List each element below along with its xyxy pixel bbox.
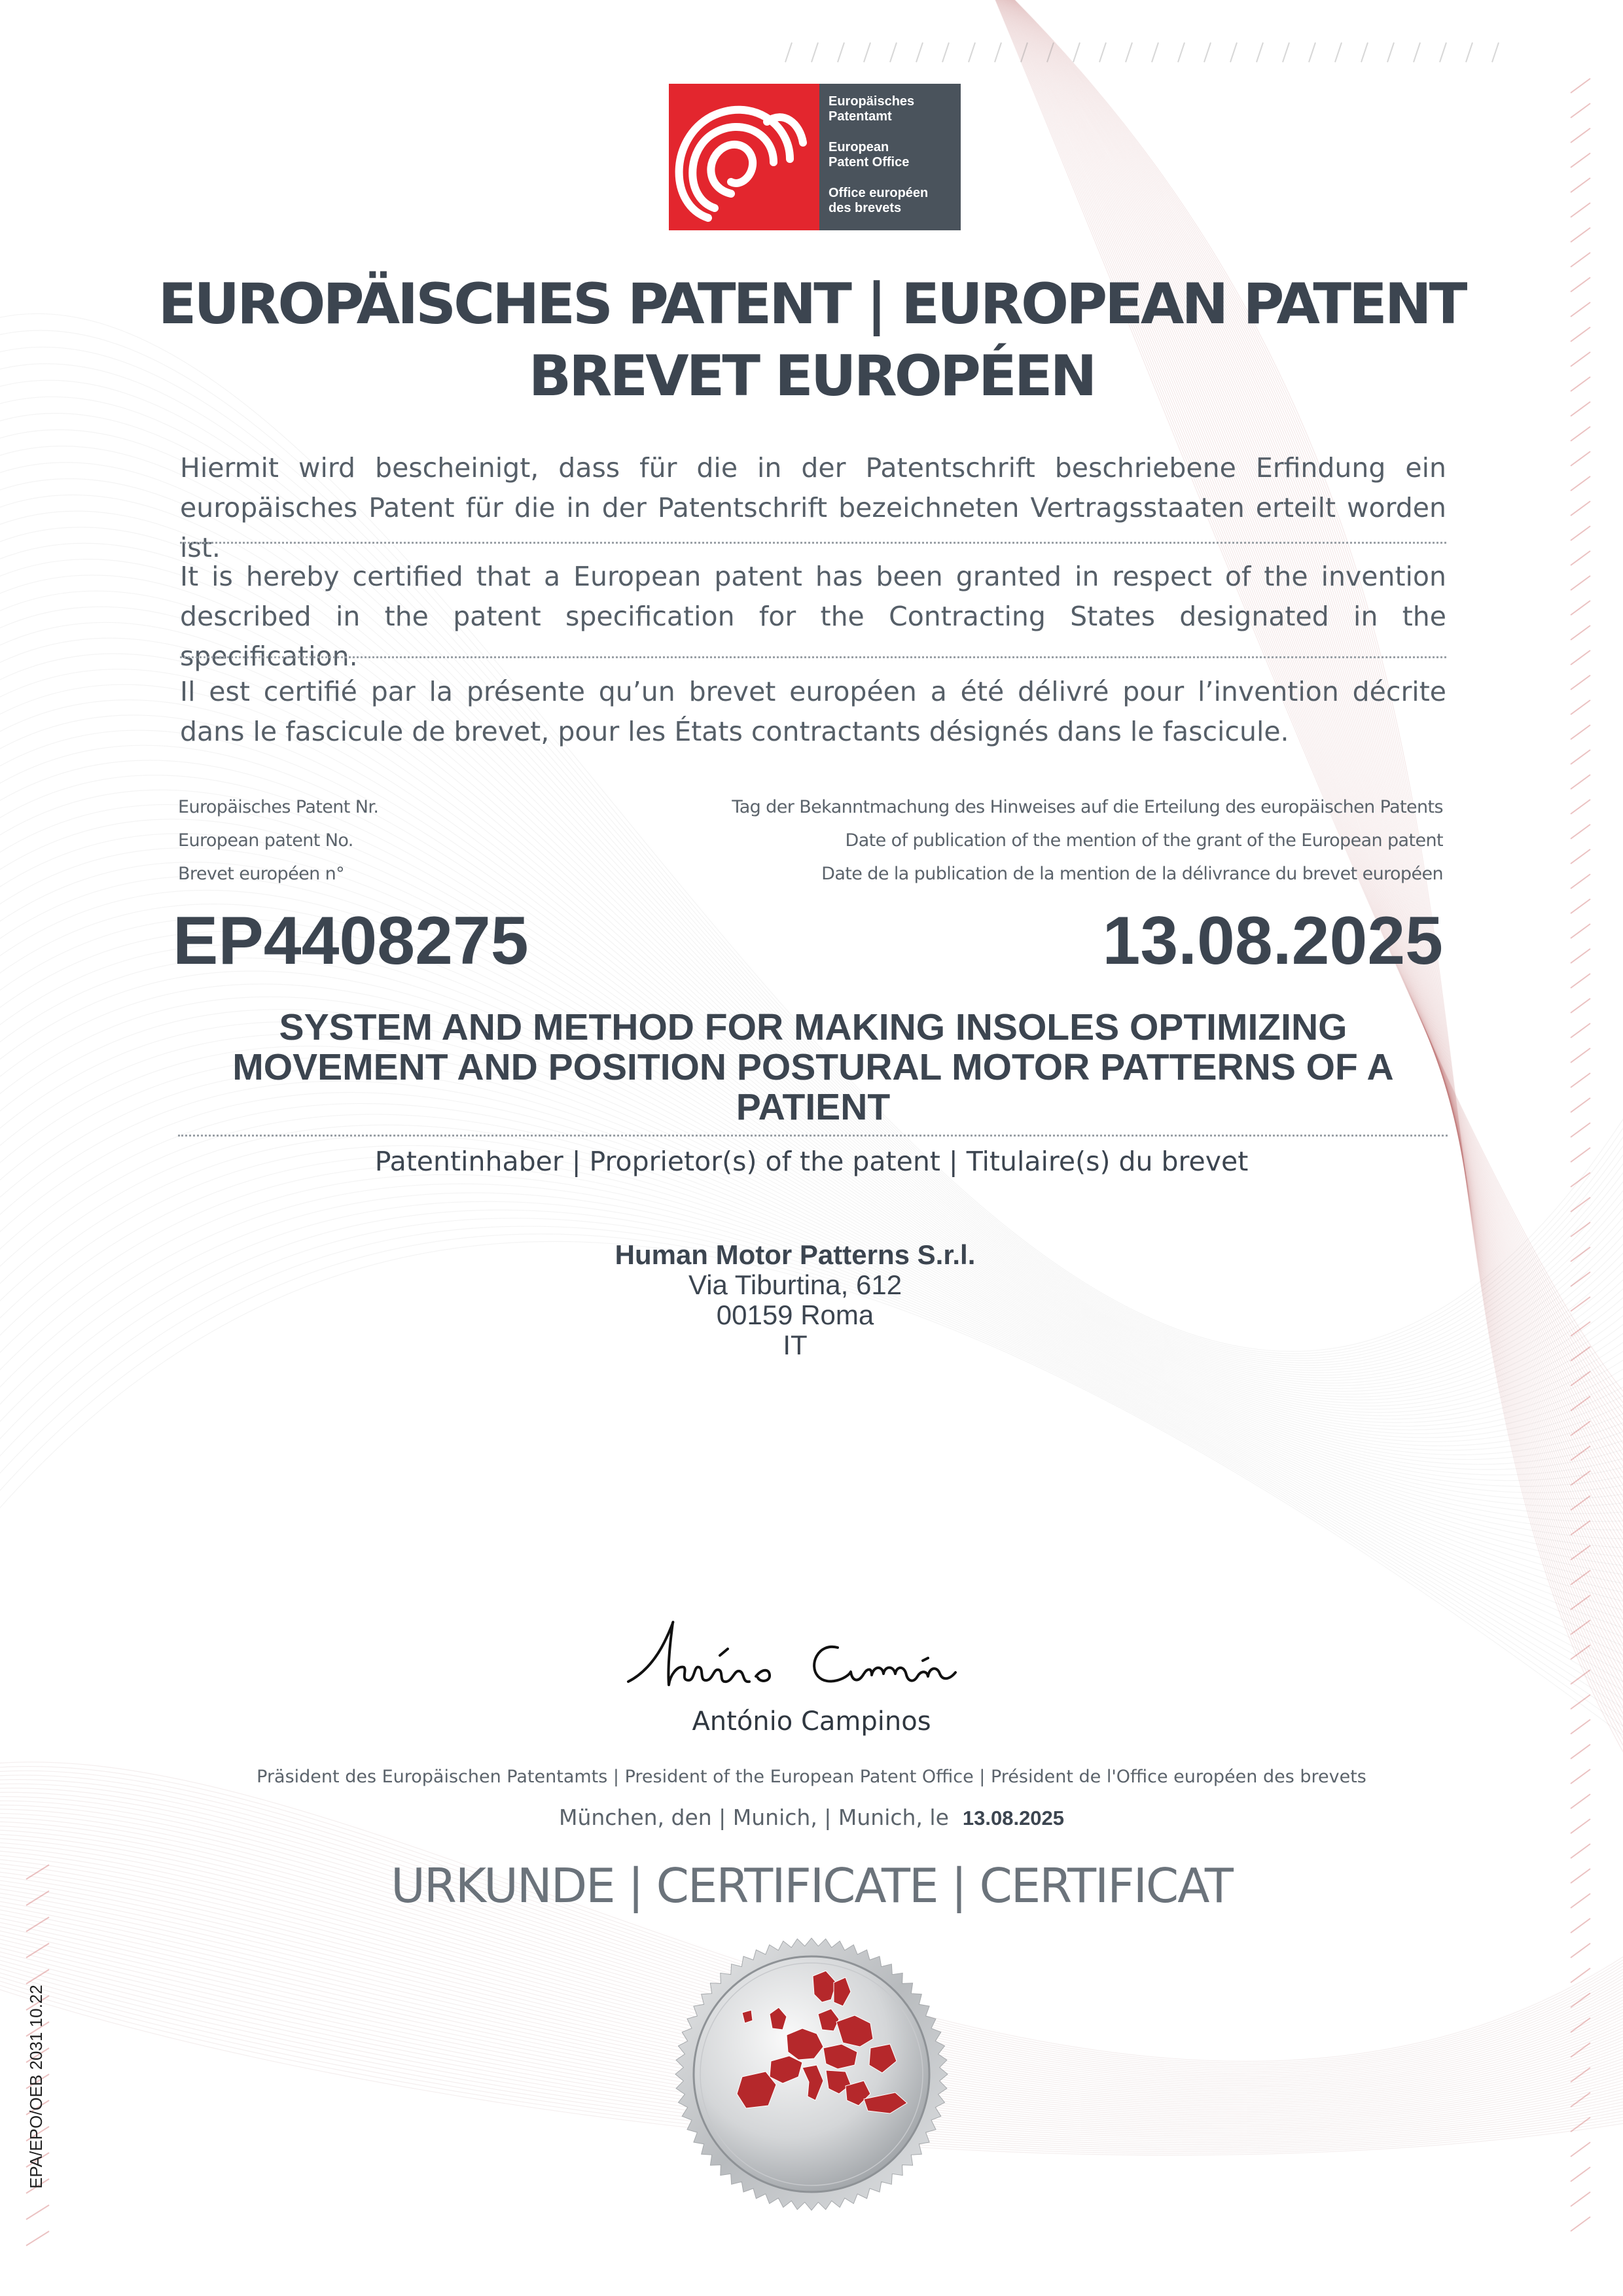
logo-mark — [669, 84, 819, 230]
signer-name: António Campinos — [692, 1706, 931, 1737]
certify-text-de: Hiermit wird bescheinigt, dass für die in der Patentschrift beschriebene Erfindung ein europäisches Patent für die in der Patentschrift bezeichneten Vertragsstaaten erteilt worden ist. — [180, 452, 1446, 563]
certificate-title — [0, 268, 1623, 412]
signer-title: Präsident des Europäischen Patentamts | President of the European Patent Office | Président de l'Office européen des brevets — [257, 1767, 1366, 1787]
patent-number: EP4408275 — [173, 903, 529, 979]
label: European patent No. — [178, 830, 353, 851]
place-and-date — [0, 1805, 1623, 1830]
logo-text: Europäisches — [829, 94, 915, 109]
holder-country: IT — [783, 1330, 808, 1360]
label: Tag der Bekanntmachung des Hinweises auf die Erteilung des europäischen Patents — [732, 797, 1443, 817]
label: Date of publication of the mention of the grant of the European patent — [845, 830, 1443, 851]
holder-name: Human Motor Patterns S.r.l. — [615, 1239, 976, 1270]
publication-date: 13.08.2025 — [1102, 903, 1443, 979]
epo-logo — [669, 84, 961, 230]
place: München, den | Munich, | Munich, le — [558, 1805, 949, 1830]
proprietor-label: Patentinhaber | Proprietor(s) of the patent | Titulaire(s) du brevet — [374, 1146, 1249, 1177]
signing-date: 13.08.2025 — [962, 1807, 1065, 1829]
title-line: EUROPÄISCHES PATENT | EUROPEAN PATENT — [158, 272, 1465, 337]
patent-number-labels — [178, 790, 636, 891]
patent-holder — [0, 1240, 1590, 1360]
form-code: EPA/EPO/OEB 2031 10.22 — [26, 1985, 46, 2189]
logo-wordmark — [819, 84, 961, 230]
divider — [180, 542, 1446, 544]
divider — [180, 656, 1446, 658]
label: Brevet européen n° — [178, 864, 345, 884]
logo-text: Patentamt — [829, 109, 892, 124]
handwritten-signature — [615, 1603, 1008, 1708]
publication-date-labels — [589, 790, 1443, 891]
divider — [178, 1135, 1448, 1137]
europe-map-seal — [674, 1937, 949, 2212]
epo-swirl-icon — [669, 84, 819, 230]
title-line: BREVET EUROPÉEN — [528, 344, 1095, 409]
logo-text: Patent Office — [829, 155, 910, 169]
holder-street: Via Tiburtina, 612 — [688, 1269, 902, 1300]
logo-text: Office européen — [829, 186, 929, 200]
label: Europäisches Patent Nr. — [178, 797, 379, 817]
label: Date de la publication de la mention de la délivrance du brevet européen — [821, 864, 1443, 884]
certify-text-fr: Il est certifié par la présente qu’un brevet européen a été délivré pour l’invention décrite dans le fascicule de brevet, pour les États contractants désignés dans le fascicule. — [180, 676, 1446, 747]
invention-title: SYSTEM AND METHOD FOR MAKING INSOLES OPTIMIZING MOVEMENT AND POSITION POSTURAL MOTOR PATTERNS OF A PATIENT — [232, 1006, 1394, 1128]
certificate-heading: URKUNDE | CERTIFICATE | CERTIFICAT — [391, 1858, 1232, 1913]
logo-text: European — [829, 140, 889, 154]
holder-city: 00159 Roma — [716, 1299, 874, 1330]
certify-text-en: It is hereby certified that a European patent has been granted in respect of the invention described in the patent specification for the Contracting States designated in the specification. — [180, 561, 1446, 672]
logo-text: des brevets — [829, 201, 902, 215]
